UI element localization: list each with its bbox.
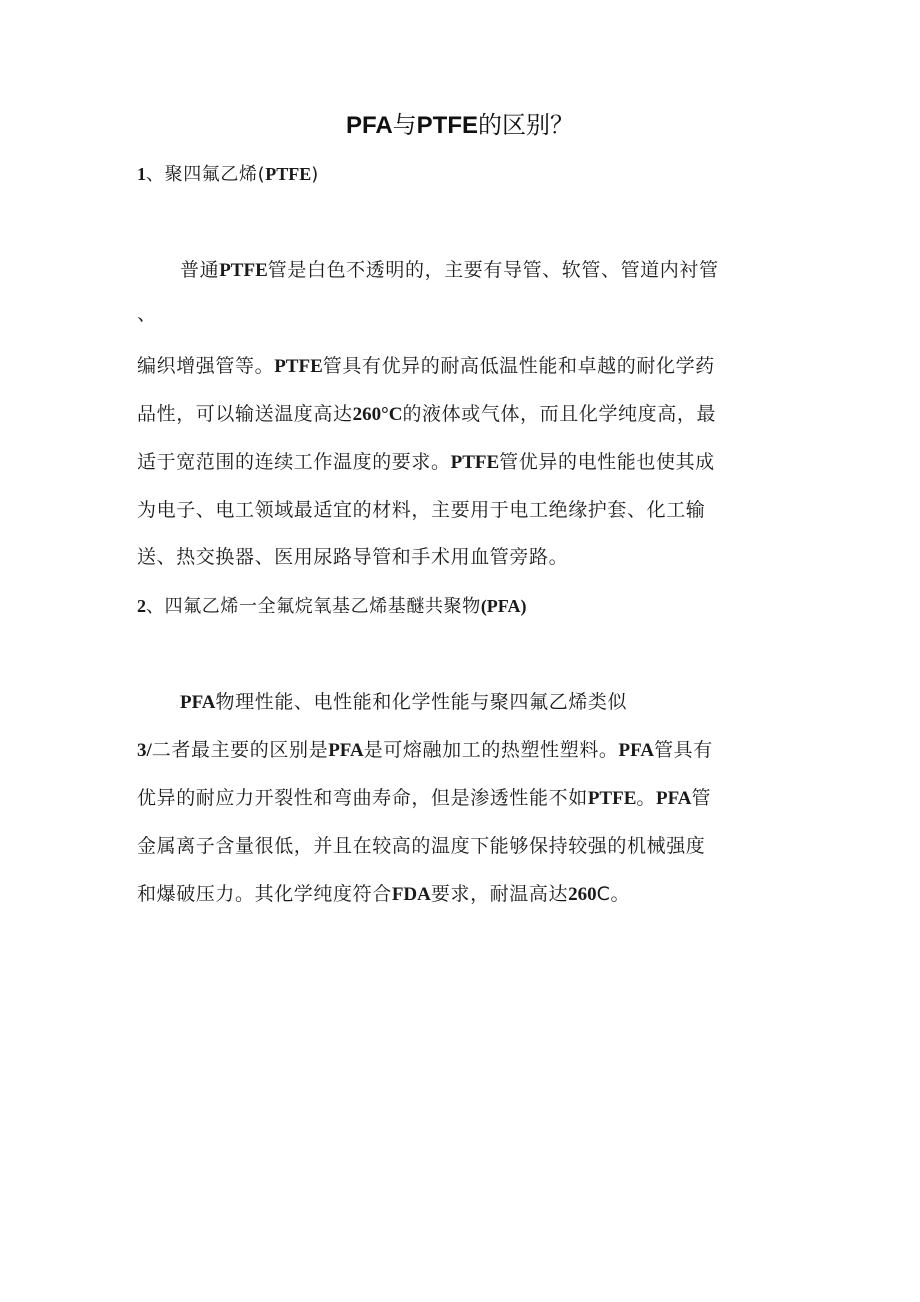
- title-abbr-ptfe: PTFE: [416, 112, 479, 139]
- paragraph-line: 优异的耐应力开裂性和弯曲寿命，但是渗透性能不如PTFE。PFA管: [137, 787, 712, 809]
- paragraph-line: 品性，可以输送温度高达260°C的液体或气体，而且化学纯度高，最: [137, 403, 717, 425]
- title-text: 的区别？: [478, 111, 575, 139]
- paragraph-line: PFA物理性能、电性能和化学性能与聚四氟乙烯类似: [180, 691, 628, 713]
- section-heading-pfa: 2、四氟乙烯一全氟烷氧基乙烯基醚共聚物(PFA): [137, 596, 527, 617]
- paragraph-line: 适于宽范围的连续工作温度的要求。PTFE管优异的电性能也使其成: [137, 451, 715, 473]
- paragraph-line: 编织增强管等。PTFE管具有优异的耐高低温性能和卓越的耐化学药: [137, 355, 715, 377]
- paragraph-line: 为电子、电工领域最适宜的材料，主要用于电工绝缘护套、化工输: [137, 499, 706, 521]
- paragraph-line: 和爆破压力。其化学纯度符合FDA要求，耐温高达260C。: [137, 883, 631, 905]
- paragraph-line: 金属离子含量很低，并且在较高的温度下能够保持较强的机械强度: [137, 835, 706, 857]
- paragraph-line: 普通PTFE管是白色不透明的，主要有导管、软管、管道内衬管: [180, 259, 719, 281]
- section-heading-ptfe: 1、聚四氟乙烯(PTFE): [137, 164, 319, 185]
- paragraph-line: 、: [137, 303, 157, 325]
- paragraph-line: 送、热交换器、医用尿路导管和手术用血管旁路。: [137, 546, 569, 568]
- title-abbr-pfa: PFA: [345, 112, 393, 139]
- title-text: 与: [392, 111, 417, 139]
- document-title: [0, 108, 920, 143]
- paragraph-line: 3/二者最主要的区别是PFA是可熔融加工的热塑性塑料。PFA管具有: [137, 739, 713, 761]
